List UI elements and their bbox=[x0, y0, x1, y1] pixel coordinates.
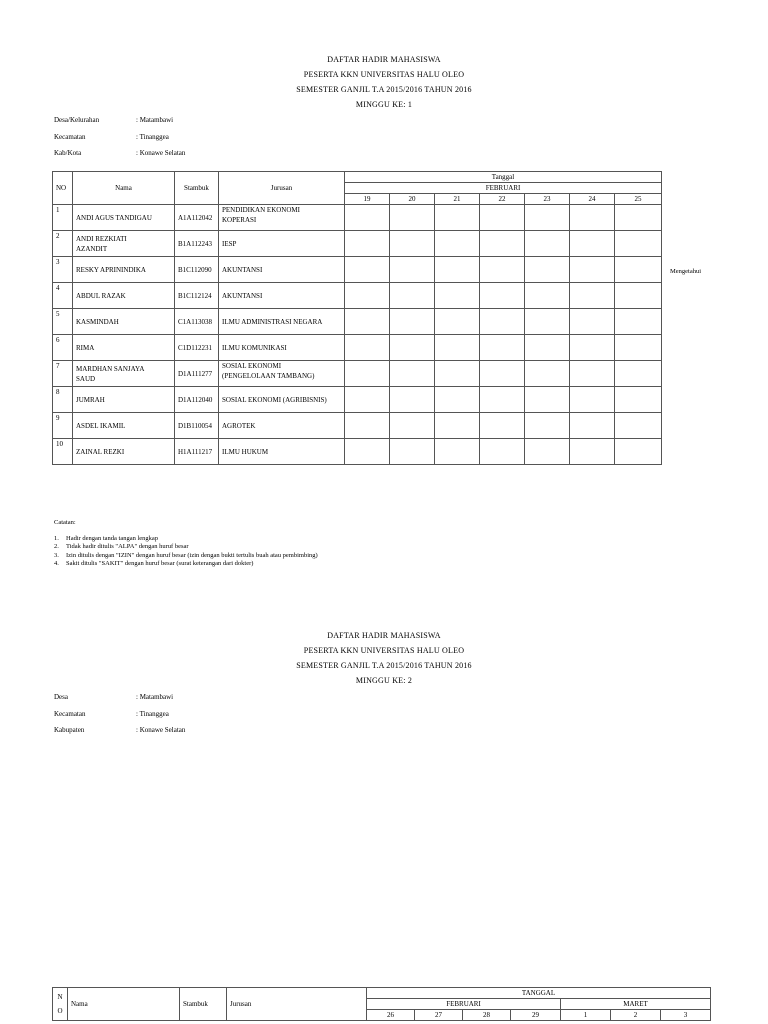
attendance-cell bbox=[390, 309, 435, 335]
row-jurusan-line: SOSIAL EKONOMI bbox=[222, 362, 282, 370]
header-stambuk: Stambuk bbox=[180, 988, 227, 1021]
header-no: NO bbox=[53, 172, 73, 205]
header-day: 21 bbox=[435, 194, 480, 205]
row-nama bbox=[73, 205, 175, 231]
table-row bbox=[53, 387, 662, 413]
sheet2-title-line: SEMESTER GANJIL T.A 2015/2016 TAHUN 2016 bbox=[296, 661, 472, 670]
header-day: 19 bbox=[345, 194, 390, 205]
header-nama: Nama bbox=[73, 172, 175, 205]
attendance-cell bbox=[480, 231, 525, 257]
attendance-cell bbox=[345, 309, 390, 335]
attendance-cell bbox=[345, 283, 390, 309]
row-nama-line: ZAINAL REZKI bbox=[76, 447, 125, 456]
row-jurusan bbox=[219, 257, 345, 283]
header-month: FEBRUARI bbox=[345, 183, 662, 194]
sheet2-title-line: MINGGU KE: 2 bbox=[355, 676, 413, 685]
row-jurusan-line: AKUNTANSI bbox=[222, 291, 263, 300]
sheet1-title-line: DAFTAR HADIR MAHASISWA bbox=[327, 55, 441, 64]
table-row bbox=[53, 335, 662, 361]
header-jurusan: Jurusan bbox=[227, 988, 367, 1021]
table-row bbox=[53, 413, 662, 439]
row-jurusan bbox=[219, 231, 345, 257]
attendance-cell bbox=[525, 231, 570, 257]
info-label: Desa/Kelurahan bbox=[54, 116, 100, 124]
row-stambuk: B1A112243 bbox=[175, 231, 219, 257]
header-jurusan: Jurusan bbox=[219, 172, 345, 205]
row-no: 1 bbox=[53, 205, 73, 231]
notes bbox=[54, 519, 318, 569]
table-row bbox=[53, 361, 662, 387]
attendance-cell bbox=[345, 439, 390, 465]
attendance-cell bbox=[435, 335, 480, 361]
attendance-cell bbox=[525, 387, 570, 413]
info-label: Kab/Kota bbox=[54, 149, 82, 157]
table-row bbox=[53, 309, 662, 335]
row-nama bbox=[73, 257, 175, 283]
note-text: Sakit ditulis "SAKIT" dengan huruf besar (surat keterangan dari dokter) bbox=[66, 560, 254, 567]
note-number: 4. bbox=[54, 560, 59, 567]
row-jurusan bbox=[219, 335, 345, 361]
header-day: 22 bbox=[480, 194, 525, 205]
row-no: 7 bbox=[53, 361, 73, 387]
row-nama bbox=[73, 283, 175, 309]
header-day: 28 bbox=[463, 1010, 511, 1021]
row-no: 8 bbox=[53, 387, 73, 413]
header-day: 20 bbox=[390, 194, 435, 205]
row-jurusan bbox=[219, 413, 345, 439]
attendance-cell bbox=[435, 231, 480, 257]
header-day: 2 bbox=[611, 1010, 661, 1021]
row-jurusan-line: ILMU HUKUM bbox=[222, 447, 269, 456]
attendance-cell bbox=[390, 361, 435, 387]
row-nama-line: JUMRAH bbox=[76, 395, 105, 404]
row-jurusan bbox=[219, 309, 345, 335]
info-value: : Tinanggea bbox=[136, 132, 169, 141]
row-nama-line: ASDEL IKAMIL bbox=[76, 421, 126, 430]
sheet2-title-line: DAFTAR HADIR MAHASISWA bbox=[327, 631, 441, 640]
attendance-table-week2 bbox=[52, 987, 711, 1021]
header-day: 24 bbox=[570, 194, 615, 205]
attendance-cell bbox=[390, 205, 435, 231]
header-month-maret: MARET bbox=[561, 999, 711, 1010]
attendance-cell bbox=[570, 387, 615, 413]
attendance-cell bbox=[345, 231, 390, 257]
row-no: 4 bbox=[53, 283, 73, 309]
row-nama-line: ABDUL RAZAK bbox=[76, 291, 126, 300]
row-nama-line: SAUD bbox=[76, 374, 96, 383]
info-label: Desa bbox=[54, 693, 68, 701]
row-nama-line: MARDHAN SANJAYA bbox=[76, 364, 145, 373]
attendance-cell bbox=[615, 387, 662, 413]
attendance-cell bbox=[570, 361, 615, 387]
row-stambuk: D1A112040 bbox=[175, 387, 219, 413]
row-stambuk: D1A111277 bbox=[175, 361, 219, 387]
attendance-cell bbox=[570, 205, 615, 231]
attendance-cell bbox=[525, 439, 570, 465]
row-nama bbox=[73, 231, 175, 257]
attendance-cell bbox=[435, 309, 480, 335]
attendance-cell bbox=[570, 413, 615, 439]
attendance-cell bbox=[615, 335, 662, 361]
attendance-cell bbox=[615, 309, 662, 335]
attendance-cell bbox=[435, 413, 480, 439]
attendance-cell bbox=[525, 205, 570, 231]
row-nama-line: KASMINDAH bbox=[76, 317, 119, 326]
attendance-cell bbox=[525, 257, 570, 283]
attendance-cell bbox=[615, 413, 662, 439]
note-item bbox=[54, 543, 318, 552]
attendance-cell bbox=[570, 309, 615, 335]
note-number: 3. bbox=[54, 551, 59, 559]
attendance-cell bbox=[615, 283, 662, 309]
row-stambuk: H1A111217 bbox=[175, 439, 219, 465]
sheet1-title bbox=[0, 52, 768, 112]
attendance-cell bbox=[390, 387, 435, 413]
row-stambuk: C1A113038 bbox=[175, 309, 219, 335]
row-no: 6 bbox=[53, 335, 73, 361]
sheet1-title-line: MINGGU KE: 1 bbox=[355, 100, 413, 109]
row-jurusan-line: ILMU ADMINISTRASI NEGARA bbox=[222, 317, 323, 326]
row-stambuk: D1B110054 bbox=[175, 413, 219, 439]
row-stambuk: B1C112090 bbox=[175, 257, 219, 283]
row-no: 10 bbox=[53, 439, 73, 465]
info-value: : Matambawi bbox=[136, 693, 174, 701]
row-jurusan-line: AGROTEK bbox=[222, 421, 256, 430]
attendance-cell bbox=[615, 257, 662, 283]
row-no: 3 bbox=[53, 257, 73, 283]
attendance-cell bbox=[390, 257, 435, 283]
attendance-cell bbox=[570, 231, 615, 257]
attendance-cell bbox=[480, 361, 525, 387]
header-day: 3 bbox=[661, 1010, 711, 1021]
row-jurusan bbox=[219, 387, 345, 413]
row-stambuk: A1A112042 bbox=[175, 205, 219, 231]
row-jurusan-line: SOSIAL EKONOMI (AGRIBISNIS) bbox=[222, 395, 327, 404]
attendance-cell bbox=[525, 413, 570, 439]
attendance-cell bbox=[480, 309, 525, 335]
row-nama-line: AZANDIT bbox=[76, 244, 108, 253]
row-nama-line: ANDI REZKIATI bbox=[76, 234, 127, 243]
attendance-cell bbox=[615, 231, 662, 257]
attendance-cell bbox=[435, 257, 480, 283]
row-jurusan bbox=[219, 439, 345, 465]
attendance-cell bbox=[480, 205, 525, 231]
row-jurusan-line: IESP bbox=[222, 239, 237, 248]
attendance-cell bbox=[390, 439, 435, 465]
attendance-cell bbox=[480, 439, 525, 465]
attendance-cell bbox=[390, 335, 435, 361]
attendance-cell bbox=[390, 413, 435, 439]
attendance-cell bbox=[525, 361, 570, 387]
header-day: 25 bbox=[615, 194, 662, 205]
sheet2-info bbox=[54, 689, 185, 739]
row-jurusan-line: ILMU KOMUNIKASI bbox=[222, 343, 287, 352]
attendance-cell bbox=[480, 283, 525, 309]
note-text: Tidak hadir ditulis "ALPA" dengan huruf besar bbox=[66, 543, 189, 550]
attendance-cell bbox=[435, 283, 480, 309]
attendance-cell bbox=[345, 257, 390, 283]
row-nama bbox=[73, 387, 175, 413]
attendance-cell bbox=[570, 283, 615, 309]
info-label: Kecamatan bbox=[54, 709, 86, 718]
header-day: 27 bbox=[415, 1010, 463, 1021]
attendance-cell bbox=[480, 335, 525, 361]
attendance-cell bbox=[345, 361, 390, 387]
info-label: Kabupaten bbox=[54, 726, 85, 734]
sheet1-title-line: SEMESTER GANJIL T.A 2015/2016 TAHUN 2016 bbox=[296, 85, 472, 94]
attendance-cell bbox=[345, 205, 390, 231]
row-nama bbox=[73, 439, 175, 465]
attendance-cell bbox=[615, 439, 662, 465]
row-nama-line: RESKY APRININDIKA bbox=[76, 265, 146, 274]
header-day: 26 bbox=[367, 1010, 415, 1021]
attendance-cell bbox=[345, 387, 390, 413]
attendance-table-week1 bbox=[52, 171, 662, 465]
attendance-cell bbox=[435, 439, 480, 465]
info-label: Kecamatan bbox=[54, 132, 86, 141]
header-nama: Nama bbox=[68, 988, 180, 1021]
note-item bbox=[54, 535, 318, 544]
sheet2-title bbox=[0, 628, 768, 688]
attendance-cell bbox=[525, 283, 570, 309]
header-tanggal: TANGGAL bbox=[367, 988, 711, 999]
row-jurusan-line: AKUNTANSI bbox=[222, 265, 263, 274]
row-nama-line: ANDI AGUS TANDIGAU bbox=[76, 213, 152, 222]
sheet2-title-line: PESERTA KKN UNIVERSITAS HALU OLEO bbox=[303, 646, 465, 655]
attendance-cell bbox=[390, 283, 435, 309]
row-nama bbox=[73, 335, 175, 361]
attendance-cell bbox=[435, 205, 480, 231]
header-day: 1 bbox=[561, 1010, 611, 1021]
mengetahui-label: Mengetahui bbox=[670, 268, 702, 275]
note-text: Izin ditulis dengan "IZIN" dengan huruf besar (izin dengan bukti tertulis buah atau pembimbing) bbox=[66, 551, 318, 559]
row-stambuk: C1D112231 bbox=[175, 335, 219, 361]
attendance-cell bbox=[435, 387, 480, 413]
header-day: 29 bbox=[511, 1010, 561, 1021]
attendance-cell bbox=[570, 257, 615, 283]
table-row bbox=[53, 257, 662, 283]
row-nama bbox=[73, 309, 175, 335]
row-jurusan bbox=[219, 361, 345, 387]
info-value: : Tinanggea bbox=[136, 709, 169, 718]
attendance-cell bbox=[435, 361, 480, 387]
info-value: : Konawe Selatan bbox=[136, 726, 186, 734]
attendance-cell bbox=[390, 231, 435, 257]
sheet1-title-line: PESERTA KKN UNIVERSITAS HALU OLEO bbox=[303, 70, 465, 79]
sheet1-info bbox=[54, 112, 185, 162]
header-tanggal: Tanggal bbox=[345, 172, 662, 183]
table-row bbox=[53, 439, 662, 465]
attendance-cell bbox=[615, 205, 662, 231]
note-item bbox=[54, 560, 318, 569]
table-row bbox=[53, 205, 662, 231]
row-no: 5 bbox=[53, 309, 73, 335]
table-row bbox=[53, 231, 662, 257]
row-no: 9 bbox=[53, 413, 73, 439]
attendance-cell bbox=[480, 257, 525, 283]
attendance-cell bbox=[525, 309, 570, 335]
info-value: : Matambawi bbox=[136, 116, 174, 124]
header-day: 23 bbox=[525, 194, 570, 205]
attendance-rows bbox=[53, 205, 662, 465]
row-nama bbox=[73, 413, 175, 439]
note-number: 2. bbox=[54, 543, 59, 550]
attendance-cell bbox=[570, 335, 615, 361]
note-number: 1. bbox=[54, 534, 59, 542]
header-no bbox=[53, 988, 68, 1021]
header-month-februari: FEBRUARI bbox=[367, 999, 561, 1010]
attendance-cell bbox=[570, 439, 615, 465]
row-nama-line: RIMA bbox=[76, 343, 95, 352]
notes-heading: Catatan: bbox=[54, 519, 76, 526]
header-no-line: O bbox=[57, 1007, 63, 1015]
attendance-cell bbox=[345, 335, 390, 361]
row-jurusan bbox=[219, 283, 345, 309]
row-jurusan-line: PENDIDIKAN EKONOMI bbox=[222, 206, 300, 214]
header-stambuk: Stambuk bbox=[175, 172, 219, 205]
row-no: 2 bbox=[53, 231, 73, 257]
row-jurusan bbox=[219, 205, 345, 231]
row-jurusan-line: (PENGELOLAAN TAMBANG) bbox=[222, 372, 315, 380]
header-no-line: N bbox=[57, 993, 63, 1001]
attendance-cell bbox=[480, 387, 525, 413]
attendance-cell bbox=[480, 413, 525, 439]
note-item bbox=[54, 552, 318, 561]
row-stambuk: B1C112124 bbox=[175, 283, 219, 309]
note-text: Hadir dengan tanda tangan lengkap bbox=[66, 534, 159, 542]
row-nama bbox=[73, 361, 175, 387]
attendance-cell bbox=[615, 361, 662, 387]
table-row bbox=[53, 283, 662, 309]
info-value: : Konawe Selatan bbox=[136, 149, 186, 157]
attendance-cell bbox=[525, 335, 570, 361]
attendance-cell bbox=[345, 413, 390, 439]
row-jurusan-line: KOPERASI bbox=[222, 216, 257, 224]
